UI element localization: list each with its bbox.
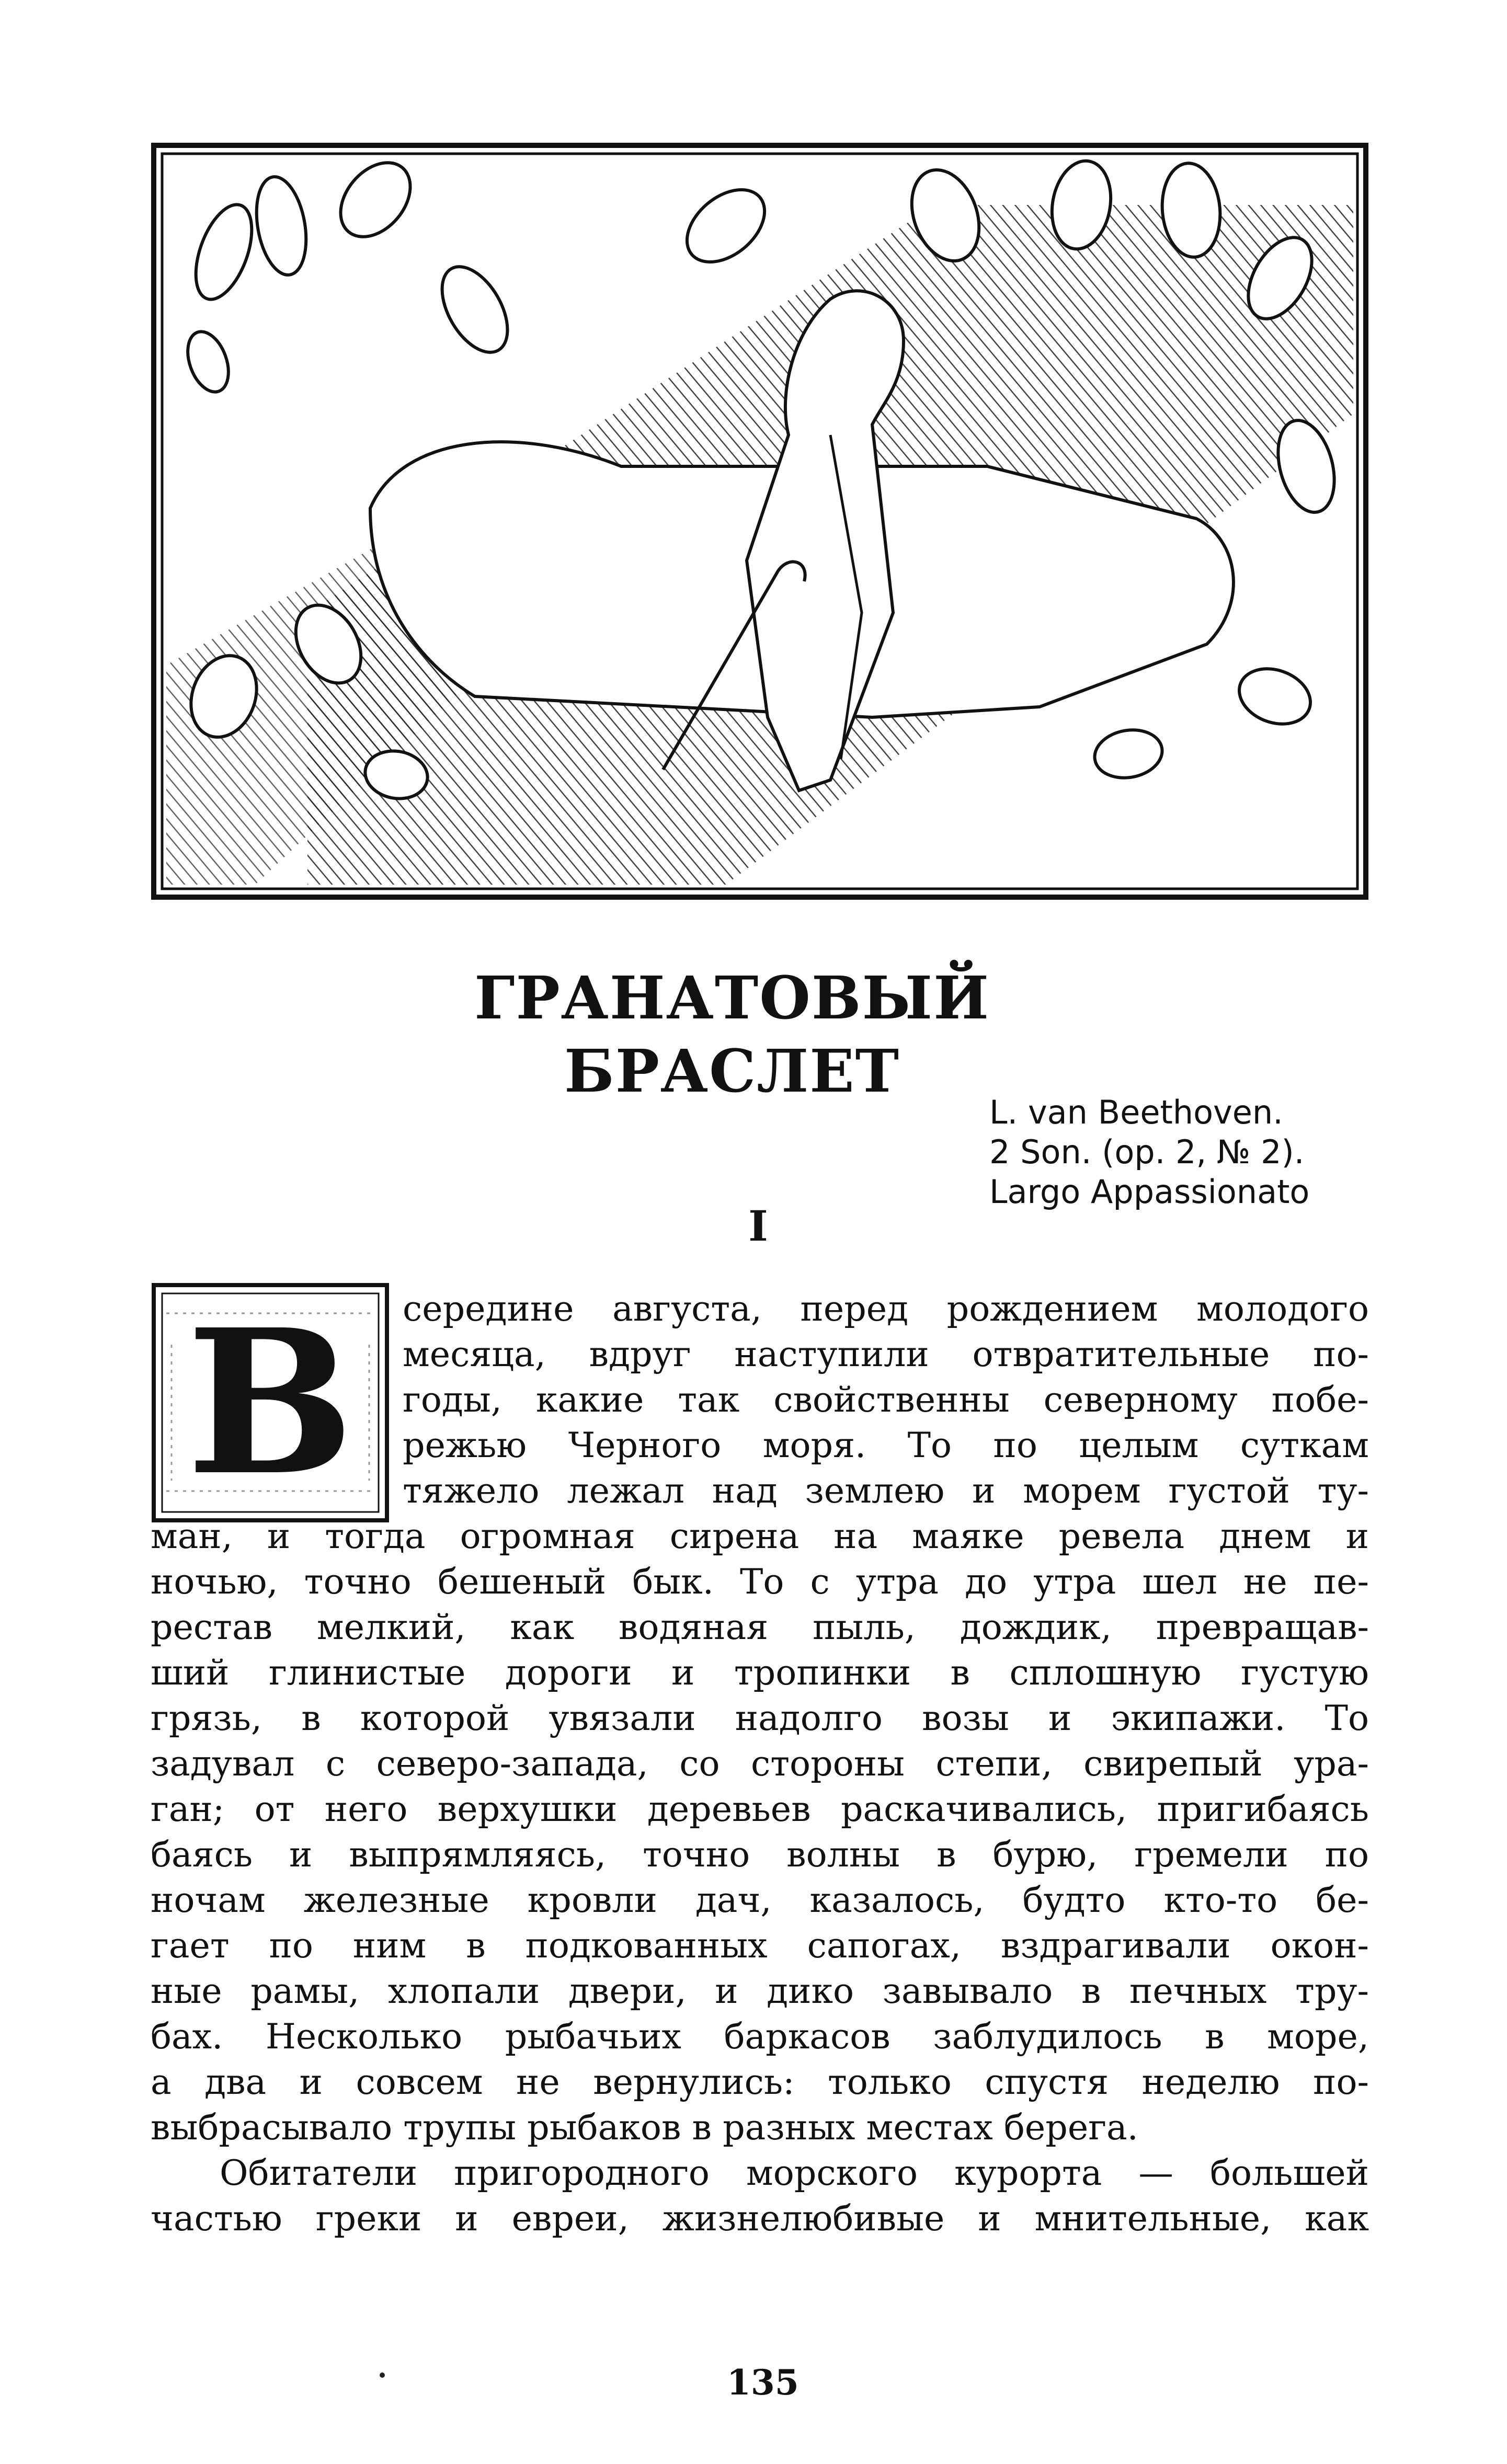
epigraph-line-2: 2 Son. (op. 2, № 2).: [989, 1133, 1305, 1171]
drop-cap: [151, 1282, 390, 1523]
body-line: выбрасывало трупы рыбаков в разных местах берега.: [151, 2107, 1138, 2148]
page-number: 135: [727, 2362, 799, 2403]
body-line: ший глинистые дороги и тропинки в сплошную густую: [151, 1652, 1369, 1693]
title-line-2: БРАСЛЕТ: [564, 1037, 900, 1106]
story-title: [471, 962, 994, 1108]
epigraph-line-3: Largo Appassionato: [989, 1173, 1310, 1211]
body-line: месяца, вдруг наступили отвратительные по-: [403, 1334, 1369, 1374]
body-line: тяжело лежал над землею и морем густой ту-: [403, 1470, 1369, 1511]
body-line: ные рамы, хлопали двери, и дико завывало в печных тру-: [151, 1970, 1369, 2011]
body-line: баясь и выпрямляясь, точно волны в бурю, гремели по: [151, 1834, 1369, 1875]
print-dot: [380, 2373, 385, 2378]
body-line: ночью, точно бешеный бык. То с утра до утра шел не пе-: [151, 1561, 1369, 1602]
body-line: а два и совсем не вернулись: только спустя неделю по-: [151, 2061, 1369, 2102]
body-line: годы, какие так свойственны северному побе-: [403, 1379, 1369, 1420]
body-line: рестав мелкий, как водяная пыль, дождик, превращав-: [151, 1607, 1369, 1647]
epigraph: [989, 1093, 1387, 1212]
chapter-number: I: [748, 1201, 768, 1251]
body-line: гает по ним в подкованных сапогах, вздрагивали окон-: [151, 1925, 1369, 1966]
body-line: Обитатели пригородного морского курорта — большей: [220, 2152, 1369, 2193]
title-line-1: ГРАНАТОВЫЙ: [474, 964, 990, 1033]
epigraph-line-1: L. van Beethoven.: [989, 1093, 1283, 1131]
body-line: ган; от него верхушки деревьев раскачивались, пригибаясь: [151, 1789, 1369, 1829]
body-line: ман, и тогда огромная сирена на маяке ревела днем и: [151, 1516, 1369, 1556]
body-line: бах. Несколько рыбачьих баркасов заблудилось в море,: [151, 2016, 1369, 2057]
body-line: ночам железные кровли дач, казалось, будто кто-то бе-: [151, 1879, 1369, 1920]
chapter-illustration: [151, 142, 1369, 900]
body-line: режью Черного моря. То по целым суткам: [403, 1425, 1369, 1465]
drop-cap-letter: В: [186, 1286, 355, 1519]
body-line: частью греки и евреи, жизнелюбивые и мнительные, как: [151, 2198, 1369, 2239]
body-line: задувал с северо-запада, со стороны степи, свирепый ура-: [151, 1743, 1369, 1784]
body-line: середине августа, перед рождением молодого: [403, 1288, 1369, 1329]
body-line: грязь, в которой увязали надолго возы и экипажи. То: [151, 1698, 1369, 1738]
